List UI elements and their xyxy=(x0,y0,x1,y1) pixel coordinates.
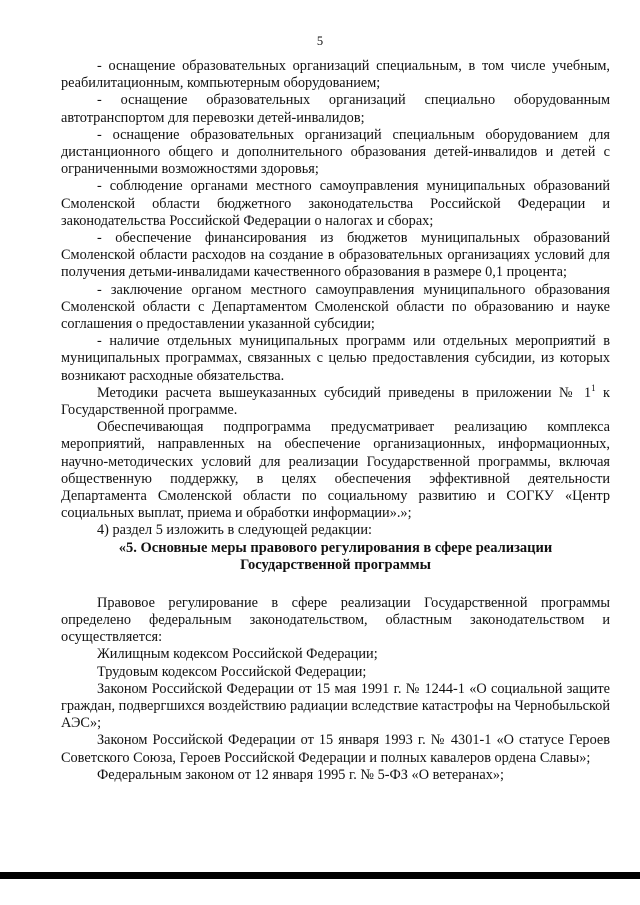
list-item: Жилищным кодексом Российской Федерации; xyxy=(97,646,378,663)
methodology-paragraph xyxy=(61,385,610,419)
methodology-text-end: к Государственной программе. xyxy=(61,384,610,419)
list-item: - оснащение образовательных организаций специально оборудованным автотранспортом для перевозки детей-инвалидов; xyxy=(61,92,610,126)
section-heading-line: Государственной программы xyxy=(240,557,431,574)
list-item: - наличие отдельных муниципальных программ или отдельных мероприятий в муниципальных программах, связанных с целью предоставления субсидии, из которых возникают расходные обязательства. xyxy=(61,333,610,384)
methodology-superscript: 1 xyxy=(591,383,596,394)
section-heading xyxy=(61,540,610,575)
list-item: Трудовым кодексом Российской Федерации; xyxy=(97,663,367,680)
spacer xyxy=(61,575,610,595)
amendment-paragraph: 4) раздел 5 изложить в следующей редакции: xyxy=(97,522,372,539)
section-heading-line: «5. Основные меры правового регулирования в сфере реализации xyxy=(118,539,553,556)
list-item: - обеспечение финансирования из бюджетов муниципальных образований Смоленской области расходов на создание в образовательных организациях условий для получения детьми-инвалидами качественного образования в размере 0,1 процента; xyxy=(61,230,610,281)
methodology-text: Методики расчета вышеуказанных субсидий приведены в приложении № 1 xyxy=(97,384,592,401)
body-paragraph: Обеспечивающая подпрограмма предусматривает реализацию комплекса мероприятий, направленных на обеспечение организационных, информационных, научно-методических условий для реализации Государственной программы, включая общественную поддержку, в целях обеспечения эффективной деятельности Департамента Смоленской области по социальному развитию и СОГКУ «Центр социальных выплат, приема и обработки информации».»; xyxy=(61,419,610,522)
body-paragraph: Правовое регулирование в сфере реализации Государственной программы определено федеральным законодательством, областным законодательством и осуществляется: xyxy=(61,594,610,646)
list-item: Законом Российской Федерации от 15 мая 1991 г. № 1244-1 «О социальной защите граждан, подвергшихся воздействию радиации вследствие катастрофы на Чернобыльской АЭС»; xyxy=(61,680,610,732)
footer-rule xyxy=(0,872,640,879)
list-item: - заключение органом местного самоуправления муниципального образования Смоленской области с Департаментом Смоленской области по образованию и науке соглашения о предоставлении указанной субсидии; xyxy=(61,281,610,333)
document-body xyxy=(61,58,610,784)
page-number: 5 xyxy=(316,34,324,48)
list-item: - оснащение образовательных организаций специальным оборудованием для дистанционного общего и дополнительного образования детей-инвалидов и детей с ограниченными возможностями здоровья; xyxy=(61,126,610,178)
list-item: Законом Российской Федерации от 15 января 1993 г. № 4301-1 «О статусе Героев Советского Союза, Героев Российской Федерации и полных кавалеров ордена Славы»; xyxy=(61,732,610,766)
list-item: - оснащение образовательных организаций специальным, в том числе учебным, реабилитационным, компьютерным оборудованием; xyxy=(61,58,610,92)
list-item: Федеральным законом от 12 января 1995 г. № 5-ФЗ «О ветеранах»; xyxy=(97,766,504,783)
list-item: - соблюдение органами местного самоуправления муниципальных образований Смоленской области бюджетного законодательства Российской Федерации и законодательства Российской Федерации о налогах и сборах; xyxy=(61,178,610,229)
